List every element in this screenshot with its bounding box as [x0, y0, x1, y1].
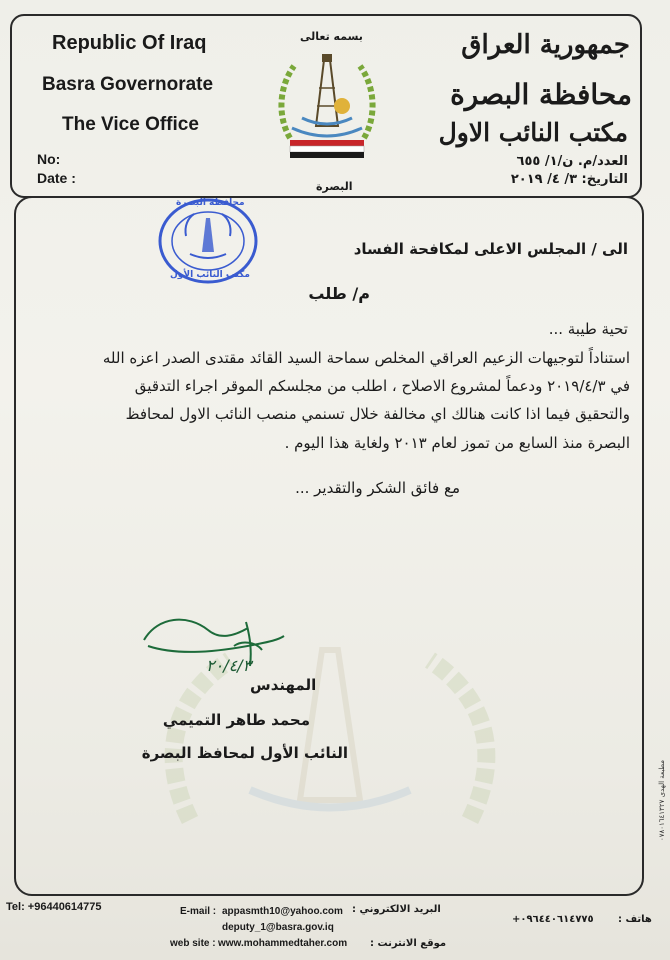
footer-phone-ar: ٠٩٦٤٤٠٦١٤٧٧٥+ [512, 914, 594, 925]
stamp-text-top: محافظة البصرة [176, 198, 245, 208]
header-ar-date: التاريخ: ٣/ ٤/ ٢٠١٩ [510, 172, 628, 187]
logo-top-text: بسمه تعالى [300, 30, 363, 43]
footer-tel: Tel: +96440614775 [6, 901, 102, 913]
letter-body-line: في ٢٠١٩/٤/٣ ودعماً لمشروع الاصلاح ، اطلب من مجلسكم الموقر اجراء التدقيق [134, 377, 630, 395]
letter-body-line: استناداً لتوجيهات الزعيم العراقي المخلص سماحة السيد القائد مقتدى الصدر اعزه الله [102, 349, 630, 367]
header-ar-governorate: محافظة البصرة [450, 78, 632, 111]
header-ar-country: جمهورية العراق [461, 30, 630, 60]
header-ar-number: العدد/م. ن/١/ ٦٥٥ [516, 154, 628, 169]
basra-emblem-icon [272, 48, 382, 166]
letter-subject: م/ طلب [308, 284, 370, 303]
signature-name: محمد طاهر التميمي [162, 711, 310, 729]
header-en-office: The Vice Office [62, 114, 199, 135]
letter-body-line: البصرة منذ السابع من تموز لعام ٢٠١٣ ولغاية هذا اليوم . [284, 434, 630, 452]
footer-website-label: web site : [170, 938, 216, 949]
printer-note: مطبعة الهدى ٠٧٨٠١٦٤١٣٢٧ [658, 760, 666, 842]
header-ar-office: مكتب النائب الاول [438, 118, 628, 147]
footer-phone-label-ar: هاتف : [618, 914, 652, 925]
stamp-text-bottom: مكتب النائب الأول [170, 270, 250, 280]
signature-date: ٢٠/٤/٣ [206, 656, 252, 675]
signature-title: المهندس [250, 676, 317, 694]
letter-recipient: الى / المجلس الاعلى لمكافحة الفساد [353, 240, 628, 258]
letter-closing: مع فائق الشكر والتقدير ... [295, 479, 460, 497]
footer-email-label: E-mail : [180, 906, 217, 917]
footer-website[interactable]: www.mohammedtaher.com [218, 938, 348, 949]
header-en-governorate: Basra Governorate [42, 74, 214, 95]
footer-email-1[interactable]: appasmth10@yahoo.com [222, 906, 343, 917]
footer-website-label-ar: موقع الانترنت : [370, 938, 447, 949]
footer-email-2[interactable]: deputy_1@basra.gov.iq [222, 922, 334, 933]
signature-position: النائب الأول لمحافظ البصرة [141, 744, 348, 762]
letter-greeting: تحية طيبة ... [548, 320, 628, 338]
header-en-date-label: Date : [37, 170, 76, 186]
letter-body-line: والتحقيق فيما اذا كانت هنالك اي مخالفة خلال تسنمي منصب النائب الاول لمحافظ [125, 405, 630, 423]
logo-bottom-text: البصرة [316, 180, 353, 193]
footer-email-label-ar: البريد الالكتروني : [352, 904, 441, 915]
header-en-no-label: No: [37, 151, 61, 167]
header-en-country: Republic Of Iraq [52, 32, 207, 54]
